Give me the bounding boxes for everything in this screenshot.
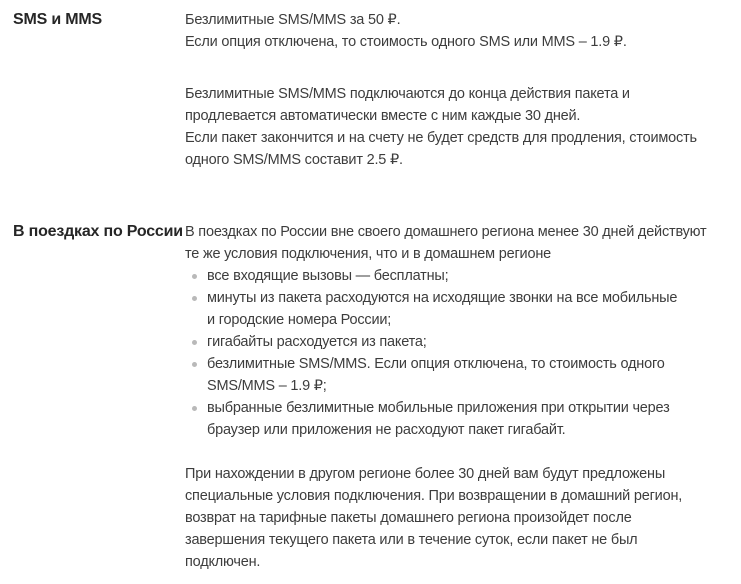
text-line: и городские номера России; [207,312,392,328]
bullet-icon [192,406,197,411]
travel-closing-paragraph [185,463,741,573]
list-item-text [207,331,741,353]
bullet-icon [192,362,197,367]
text-line: завершения текущего пакета или в течение суток, если пакет не был [185,532,638,548]
text-line: браузер или приложения не расходуют пакет гигабайт. [207,422,566,438]
section-russia-travel-content [185,221,741,573]
text-line: гигабайты расходуется из пакета; [207,334,427,350]
text-line: те же условия подключения, что и в домашнем регионе [185,246,551,262]
list-item [185,353,741,397]
text-line: Если опция отключена, то стоимость одного SMS или MMS – 1.9 ₽. [185,34,627,50]
sms-price-paragraph [185,9,741,53]
travel-conditions-list [185,265,741,441]
list-item [185,331,741,353]
bullet-icon [192,340,197,345]
text-line: возврат на тарифные пакеты домашнего региона произойдет после [185,510,632,526]
text-line: выбранные безлимитные мобильные приложения при открытии через [207,400,670,416]
bullet-icon [192,296,197,301]
sms-renewal-paragraph [185,83,741,171]
list-item-text [207,397,741,441]
text-line: При нахождении в другом регионе более 30 дней вам будут предложены [185,466,666,482]
list-item [185,287,741,331]
text-line: одного SMS/MMS составит 2.5 ₽. [185,152,403,168]
bullet-icon [192,274,197,279]
list-item-text [207,287,741,331]
list-item-text [207,353,741,397]
text-line: продлевается автоматически вместе с ним каждые 30 дней. [185,108,581,124]
list-item-text [207,265,741,287]
text-line: Безлимитные SMS/MMS за 50 ₽. [185,12,401,28]
section-sms-mms-label: SMS и MMS [13,11,102,28]
text-line: безлимитные SMS/MMS. Если опция отключена, то стоимость одного [207,356,665,372]
section-sms-mms-content [185,9,741,171]
text-line: Если пакет закончится и на счету не будет средств для продления, стоимость [185,130,697,146]
text-line: подключен. [185,554,261,570]
text-line: Безлимитные SMS/MMS подключаются до конца действия пакета и [185,86,630,102]
travel-intro-paragraph [185,221,741,265]
text-line: все входящие вызовы — бесплатны; [207,268,449,284]
section-russia-travel-label: В поездках по России [13,223,183,240]
text-line: В поездках по России вне своего домашнего региона менее 30 дней действуют [185,224,707,240]
text-line: минуты из пакета расходуются на исходящие звонки на все мобильные [207,290,678,306]
section-sms-mms [13,9,741,171]
text-line: специальные условия подключения. При возвращении в домашний регион, [185,488,683,504]
text-line: SMS/MMS – 1.9 ₽; [207,378,327,394]
list-item [185,397,741,441]
list-item [185,265,741,287]
section-russia-travel [13,221,741,573]
